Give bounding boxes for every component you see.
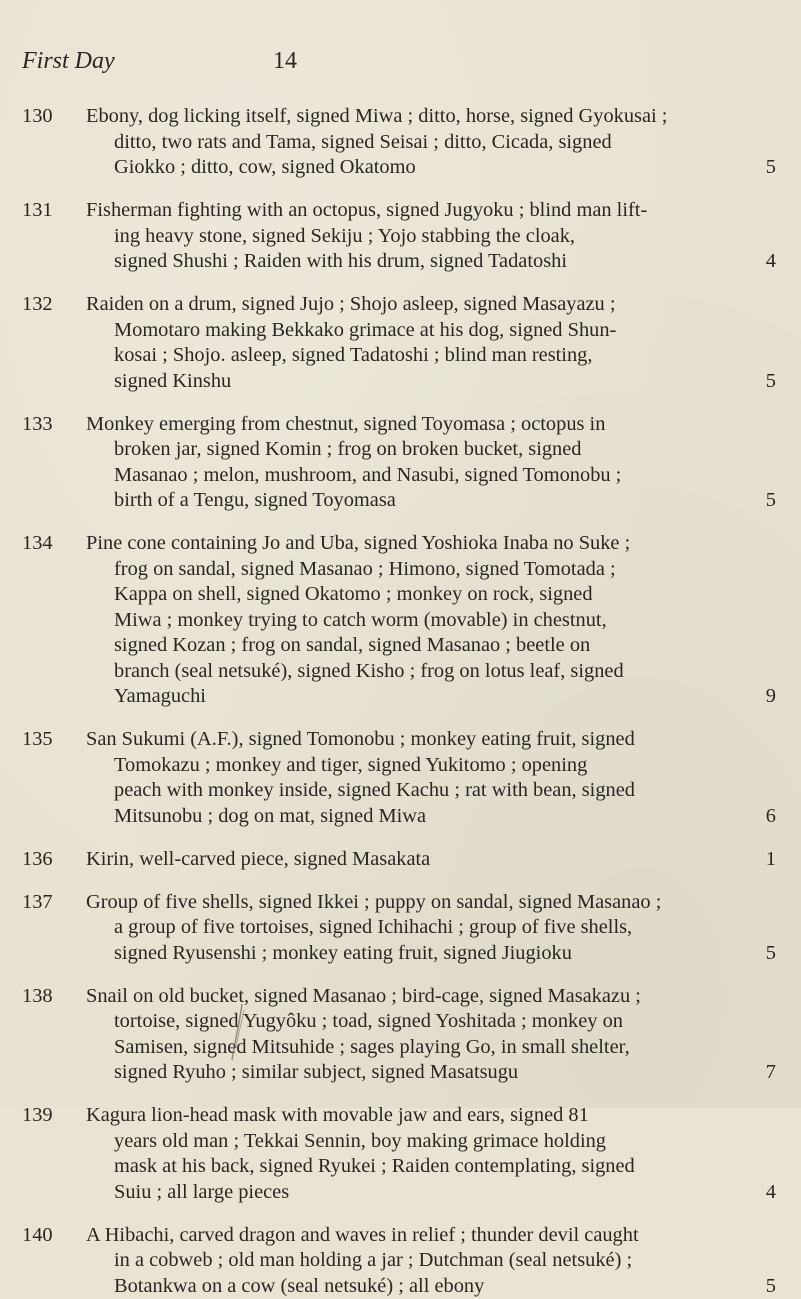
description-text: Miwa ; monkey trying to catch worm (movable) in chestnut, (114, 609, 607, 631)
description-line (86, 130, 776, 156)
lot-quantity: 6 (766, 804, 776, 830)
description-text: branch (seal netsuké), signed Kisho ; frog on lotus leaf, signed (114, 660, 624, 682)
lot-description (86, 890, 776, 967)
description-line (86, 582, 776, 608)
description-line (86, 369, 776, 395)
lot-quantity: 7 (766, 1060, 776, 1086)
description-text: mask at his back, signed Ryukei ; Raiden contemplating, signed (114, 1155, 635, 1177)
description-line (86, 1248, 776, 1274)
description-line (86, 633, 776, 659)
lot-description (86, 847, 776, 873)
description-text: Ebony, dog licking itself, signed Miwa ; ditto, horse, signed Gyokusai ; (86, 105, 667, 127)
description-line (86, 249, 776, 275)
lot-description (86, 412, 776, 514)
lot-quantity: 9 (766, 684, 776, 710)
description-text: ditto, two rats and Tama, signed Seisai ; ditto, Cicada, signed (114, 131, 612, 153)
lot-number: 138 (22, 984, 53, 1010)
description-line (86, 412, 776, 438)
description-line (86, 1180, 776, 1206)
description-text: years old man ; Tekkai Sennin, boy making grimace holding (114, 1130, 606, 1152)
lot-description (86, 292, 776, 394)
description-line (86, 727, 776, 753)
description-line (86, 292, 776, 318)
description-line (86, 488, 776, 514)
description-text: San Sukumi (A.F.), signed Tomonobu ; monkey eating fruit, signed (86, 728, 635, 750)
description-text: peach with monkey inside, signed Kachu ; rat with bean, signed (114, 779, 635, 801)
lot-number: 131 (22, 198, 53, 224)
lot-quantity: 5 (766, 369, 776, 395)
lot-description (86, 984, 776, 1086)
description-text: Kirin, well-carved piece, signed Masakata (86, 848, 430, 870)
lot-number: 136 (22, 847, 53, 873)
lot-number: 140 (22, 1223, 53, 1249)
description-line (86, 608, 776, 634)
lot-number: 132 (22, 292, 53, 318)
description-line (86, 984, 776, 1010)
pencil-mark (228, 1002, 248, 1062)
description-line (86, 1009, 776, 1035)
description-line (86, 804, 776, 830)
lot-number: 133 (22, 412, 53, 438)
description-line (86, 1274, 776, 1299)
description-text: birth of a Tengu, signed Toyomasa (114, 489, 396, 511)
description-line (86, 557, 776, 583)
description-line (86, 318, 776, 344)
description-text: a group of five tortoises, signed Ichihachi ; group of five shells, (114, 916, 632, 938)
lot-number: 130 (22, 104, 53, 130)
description-line (86, 531, 776, 557)
description-text: Snail on old bucket, signed Masanao ; bird-cage, signed Masakazu ; (86, 985, 641, 1007)
description-text: broken jar, signed Komin ; frog on broken bucket, signed (114, 438, 582, 460)
description-text: in a cobweb ; old man holding a jar ; Dutchman (seal netsuké) ; (114, 1249, 632, 1271)
lot-description (86, 104, 776, 181)
description-line (86, 224, 776, 250)
lot-number: 135 (22, 727, 53, 753)
description-line (86, 198, 776, 224)
lot-quantity: 5 (766, 488, 776, 514)
lot-description (86, 1103, 776, 1205)
description-line (86, 915, 776, 941)
description-text: Fisherman fighting with an octopus, signed Jugyoku ; blind man lift- (86, 199, 647, 221)
lot-number: 134 (22, 531, 53, 557)
description-line (86, 778, 776, 804)
page-header (22, 46, 762, 76)
description-line (86, 155, 776, 181)
lot-quantity: 5 (766, 155, 776, 181)
description-line (86, 1103, 776, 1129)
lot-quantity: 4 (766, 1180, 776, 1206)
lot-quantity: 5 (766, 1274, 776, 1299)
lot-description (86, 531, 776, 710)
description-text: Suiu ; all large pieces (114, 1181, 289, 1203)
description-line (86, 684, 776, 710)
description-text: Pine cone containing Jo and Uba, signed Yoshioka Inaba no Suke ; (86, 532, 630, 554)
lot-number: 137 (22, 890, 53, 916)
description-line (86, 1129, 776, 1155)
description-text: Monkey emerging from chestnut, signed Toyomasa ; octopus in (86, 413, 605, 435)
description-text: Group of five shells, signed Ikkei ; puppy on sandal, signed Masanao ; (86, 891, 661, 913)
description-text: tortoise, signed Yugyôku ; toad, signed Yoshitada ; monkey on (114, 1010, 623, 1032)
description-line (86, 1223, 776, 1249)
description-text: ing heavy stone, signed Sekiju ; Yojo stabbing the cloak, (114, 225, 575, 247)
description-line (86, 941, 776, 967)
description-text: Tomokazu ; monkey and tiger, signed Yukitomo ; opening (114, 754, 587, 776)
description-text: signed Ryusenshi ; monkey eating fruit, signed Jiugioku (114, 942, 572, 964)
description-text: Kappa on shell, signed Okatomo ; monkey on rock, signed (114, 583, 593, 605)
section-title: First Day (22, 46, 115, 76)
description-text: Kagura lion-head mask with movable jaw and ears, signed 81 (86, 1104, 589, 1126)
lot-quantity: 5 (766, 941, 776, 967)
lot-number: 139 (22, 1103, 53, 1129)
page-number: 14 (273, 46, 297, 76)
description-line (86, 1060, 776, 1086)
description-line (86, 343, 776, 369)
description-line (86, 753, 776, 779)
description-line (86, 890, 776, 916)
description-text: signed Kozan ; frog on sandal, signed Masanao ; beetle on (114, 634, 590, 656)
description-text: Masanao ; melon, mushroom, and Nasubi, signed Tomonobu ; (114, 464, 621, 486)
description-line (86, 463, 776, 489)
description-text: signed Kinshu (114, 370, 231, 392)
description-text: Mitsunobu ; dog on mat, signed Miwa (114, 805, 426, 827)
description-text: frog on sandal, signed Masanao ; Himono, signed Tomotada ; (114, 558, 616, 580)
description-text: Giokko ; ditto, cow, signed Okatomo (114, 156, 416, 178)
lot-description (86, 727, 776, 829)
description-line (86, 437, 776, 463)
lot-quantity: 1 (766, 847, 776, 873)
description-line (86, 1154, 776, 1180)
lot-description (86, 198, 776, 275)
lot-description (86, 1223, 776, 1299)
description-line (86, 847, 776, 873)
description-text: kosai ; Shojo. asleep, signed Tadatoshi ; blind man resting, (114, 344, 592, 366)
description-text: signed Ryuho ; similar subject, signed Masatsugu (114, 1061, 518, 1083)
description-line (86, 659, 776, 685)
description-text: A Hibachi, carved dragon and waves in relief ; thunder devil caught (86, 1224, 639, 1246)
description-text: Raiden on a drum, signed Jujo ; Shojo asleep, signed Masayazu ; (86, 293, 616, 315)
description-text: signed Shushi ; Raiden with his drum, signed Tadatoshi (114, 250, 567, 272)
description-line (86, 1035, 776, 1061)
description-text: Botankwa on a cow (seal netsuké) ; all ebony (114, 1275, 484, 1297)
description-text: Samisen, signed Mitsuhide ; sages playing Go, in small shelter, (114, 1036, 630, 1058)
lot-quantity: 4 (766, 249, 776, 275)
description-text: Momotaro making Bekkako grimace at his dog, signed Shun- (114, 319, 616, 341)
description-text: Yamaguchi (114, 685, 206, 707)
description-line (86, 104, 776, 130)
